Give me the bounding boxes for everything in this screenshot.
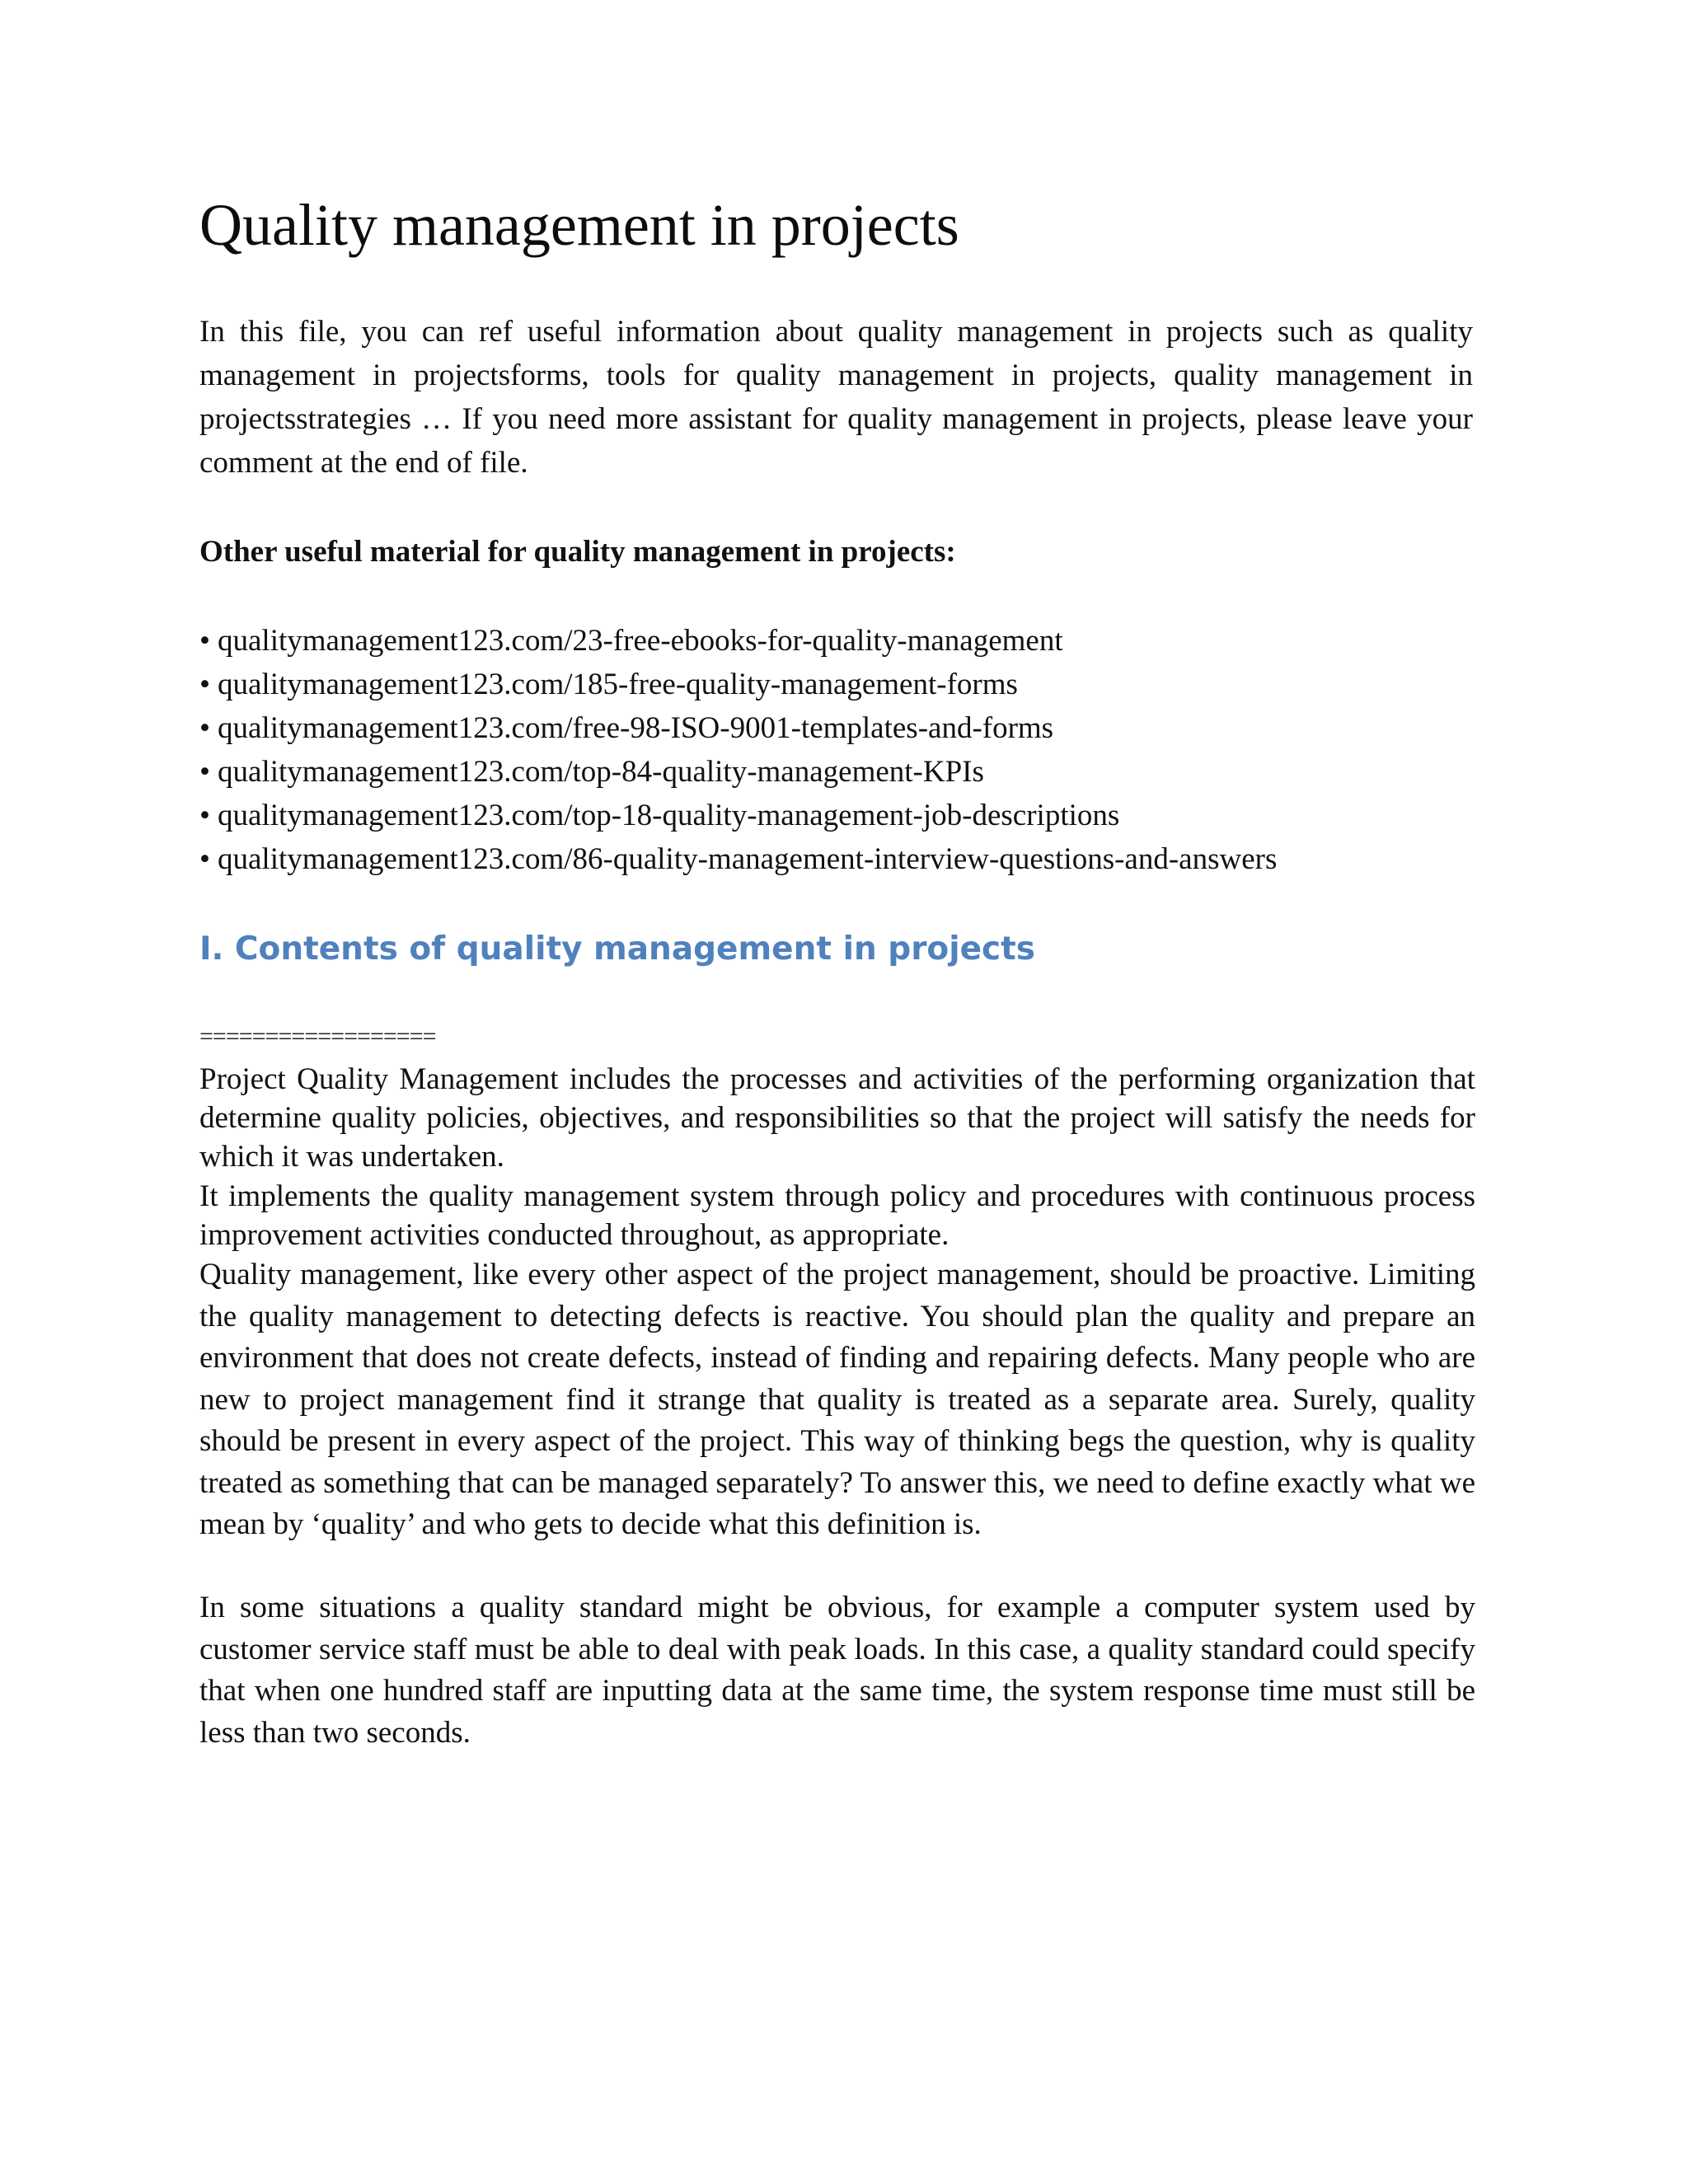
intro-paragraph: In this file, you can ref useful information about quality management in projects such as quality management in projectsforms, tools for quality management in projects, quality management in projectsstrategies … If you need more assistant for quality management in projects, please leave your comment at the end of file. <box>199 315 1473 480</box>
separator-line: ================== <box>199 1023 436 1050</box>
body-paragraph: Quality management, like every other aspect of the project management, should be proactive. Limiting the quality management to detecting defects is reactive. You should plan the quality and prepare an environment that does not create defects, instead of finding and repairing defects. Many people who are new to project management find it strange that quality is treated as a separate area. Surely, quality should be present in every aspect of the project. This way of thinking begs the question, why is quality treated as something that can be managed separately? To answer this, we need to define exactly what we mean by ‘quality’ and who gets to decide what this definition is. <box>199 1258 1475 1541</box>
section-heading-contents: I. Contents of quality management in projects <box>199 930 1036 968</box>
link-text[interactable]: qualitymanagement123.com/23-free-ebooks-for-quality-management <box>218 624 1063 658</box>
body-paragraph: It implements the quality management system through policy and procedures with continuous process improvement activities conducted throughout, as appropriate. <box>199 1179 1475 1252</box>
list-item[interactable] <box>199 619 1277 663</box>
link-text[interactable]: qualitymanagement123.com/185-free-quality-management-forms <box>218 668 1018 701</box>
other-material-heading: Other useful material for quality management in projects: <box>199 535 956 569</box>
bullet-icon: • <box>199 624 210 658</box>
useful-links-list <box>199 619 1277 881</box>
list-item[interactable] <box>199 706 1277 750</box>
bullet-icon: • <box>199 799 210 832</box>
link-text[interactable]: qualitymanagement123.com/86-quality-management-interview-questions-and-answers <box>218 842 1278 876</box>
link-text[interactable]: qualitymanagement123.com/top-18-quality-management-job-descriptions <box>218 799 1120 832</box>
body-paragraph: Project Quality Management includes the processes and activities of the performing organization that determine quality policies, objectives, and responsibilities so that the project will satisfy the needs for which it was undertaken. <box>199 1062 1475 1174</box>
list-item[interactable] <box>199 837 1277 881</box>
list-item[interactable] <box>199 750 1277 794</box>
bullet-icon: • <box>199 755 210 789</box>
bullet-icon: • <box>199 842 210 876</box>
bullet-icon: • <box>199 711 210 745</box>
bullet-icon: • <box>199 668 210 701</box>
document-title: Quality management in projects <box>199 192 959 258</box>
list-item[interactable] <box>199 794 1277 837</box>
list-item[interactable] <box>199 663 1277 706</box>
link-text[interactable]: qualitymanagement123.com/top-84-quality-management-KPIs <box>218 755 984 789</box>
body-paragraph: In some situations a quality standard might be obvious, for example a computer system used by customer service staff must be able to deal with peak loads. In this case, a quality standard could specify that when one hundred staff are inputting data at the same time, the system response time must still be less than two seconds. <box>199 1591 1475 1750</box>
link-text[interactable]: qualitymanagement123.com/free-98-ISO-9001-templates-and-forms <box>218 711 1054 745</box>
